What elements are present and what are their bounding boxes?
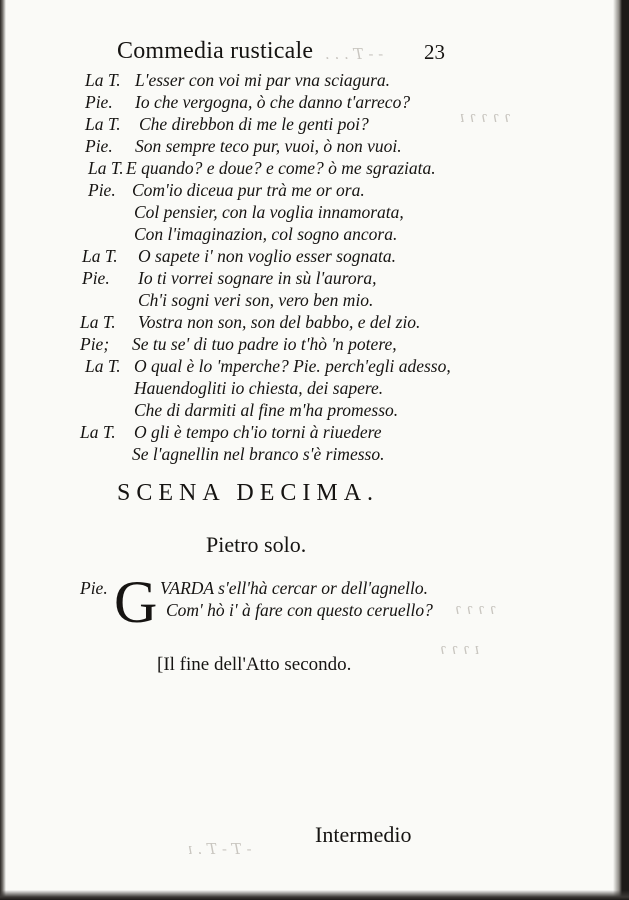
act-end-note: [Il fine dell'Atto secondo.: [157, 654, 352, 675]
verse-text: Hauendogliti io chiesta, dei sapere.: [134, 378, 384, 398]
verse-text: Vostra non son, son del babbo, e del zio.: [138, 312, 421, 332]
speaker-label: Pie.: [85, 92, 113, 112]
page-number: 23: [424, 40, 445, 64]
verse-text: Se tu se' di tuo padre io t'hò 'n potere,: [132, 334, 397, 354]
verse-text: Io ti vorrei sognare in sù l'aurora,: [138, 268, 377, 288]
verse-text: O sapete i' non voglio esser sognata.: [138, 246, 396, 266]
speaker-label: La T.: [85, 70, 121, 90]
verse-text: L'esser con voi mi par vna sciagura.: [135, 70, 391, 90]
drop-cap-initial: G: [114, 569, 158, 635]
verse-text: Se l'agnellin nel branco s'è rimesso.: [132, 444, 385, 464]
speaker-label: La T.: [85, 114, 121, 134]
scene-speaker-label: Pie.: [80, 578, 108, 598]
speaker-label: Pie.: [88, 180, 116, 200]
verse-text: Col pensier, con la voglia innamorata,: [134, 202, 404, 222]
show-through-mark: ɿ ɿ ɿ ɿ ı: [460, 108, 512, 126]
verse-text: Che direbbon di me le genti poi?: [139, 114, 369, 134]
scene-heading: SCENA DECIMA.: [117, 480, 380, 506]
verse-text: Ch'i sogni veri son, vero ben mio.: [138, 290, 374, 310]
scene-line-2: Com' hò i' à fare con questo ceruello?: [166, 600, 433, 620]
speaker-label: Pie;: [80, 334, 110, 354]
page-right-edge: [613, 0, 629, 900]
verse-text: Che di darmiti al fine m'ha promesso.: [134, 400, 399, 420]
verse-text: O qual è lo 'mperche? Pie. perch'egli adesso,: [134, 356, 451, 376]
show-through-mark: ı ɿ ɿ ɿ: [440, 640, 480, 658]
show-through-mark: - - T . . .: [325, 45, 384, 63]
speaker-label: Pie.: [85, 136, 113, 156]
verse-text: E quando? e doue? e come? ò me sgraziata.: [126, 158, 436, 178]
verse-text: Com'io diceua pur trà me or ora.: [132, 180, 365, 200]
speaker-label: La T.: [88, 158, 124, 178]
show-through-mark: ɿ ɿ ɿ ɿ: [455, 600, 497, 618]
page-bottom-edge: [0, 890, 629, 900]
speaker-label: La T.: [80, 312, 116, 332]
verse-text: Con l'imaginazion, col sogno ancora.: [134, 224, 398, 244]
catchword: Intermedio: [315, 822, 412, 847]
speaker-label: La T.: [80, 422, 116, 442]
running-title: Commedia rusticale: [117, 38, 314, 64]
speaker-label: La T.: [82, 246, 118, 266]
speaker-label: La T.: [85, 356, 121, 376]
verse-text: O gli è tempo ch'io torni à riuedere: [134, 422, 382, 442]
show-through-mark: - T - T . ı: [188, 840, 252, 858]
verse-text: Son sempre teco pur, vuoi, ò non vuoi.: [135, 136, 402, 156]
verse-text: Io che vergogna, ò che danno t'arreco?: [135, 92, 411, 112]
scene-subtitle: Pietro solo.: [206, 532, 307, 557]
page-left-shadow: [0, 0, 6, 900]
speaker-label: Pie.: [82, 268, 110, 288]
scene-line-1: VARDA s'ell'hà cercar or dell'agnello.: [160, 578, 429, 598]
